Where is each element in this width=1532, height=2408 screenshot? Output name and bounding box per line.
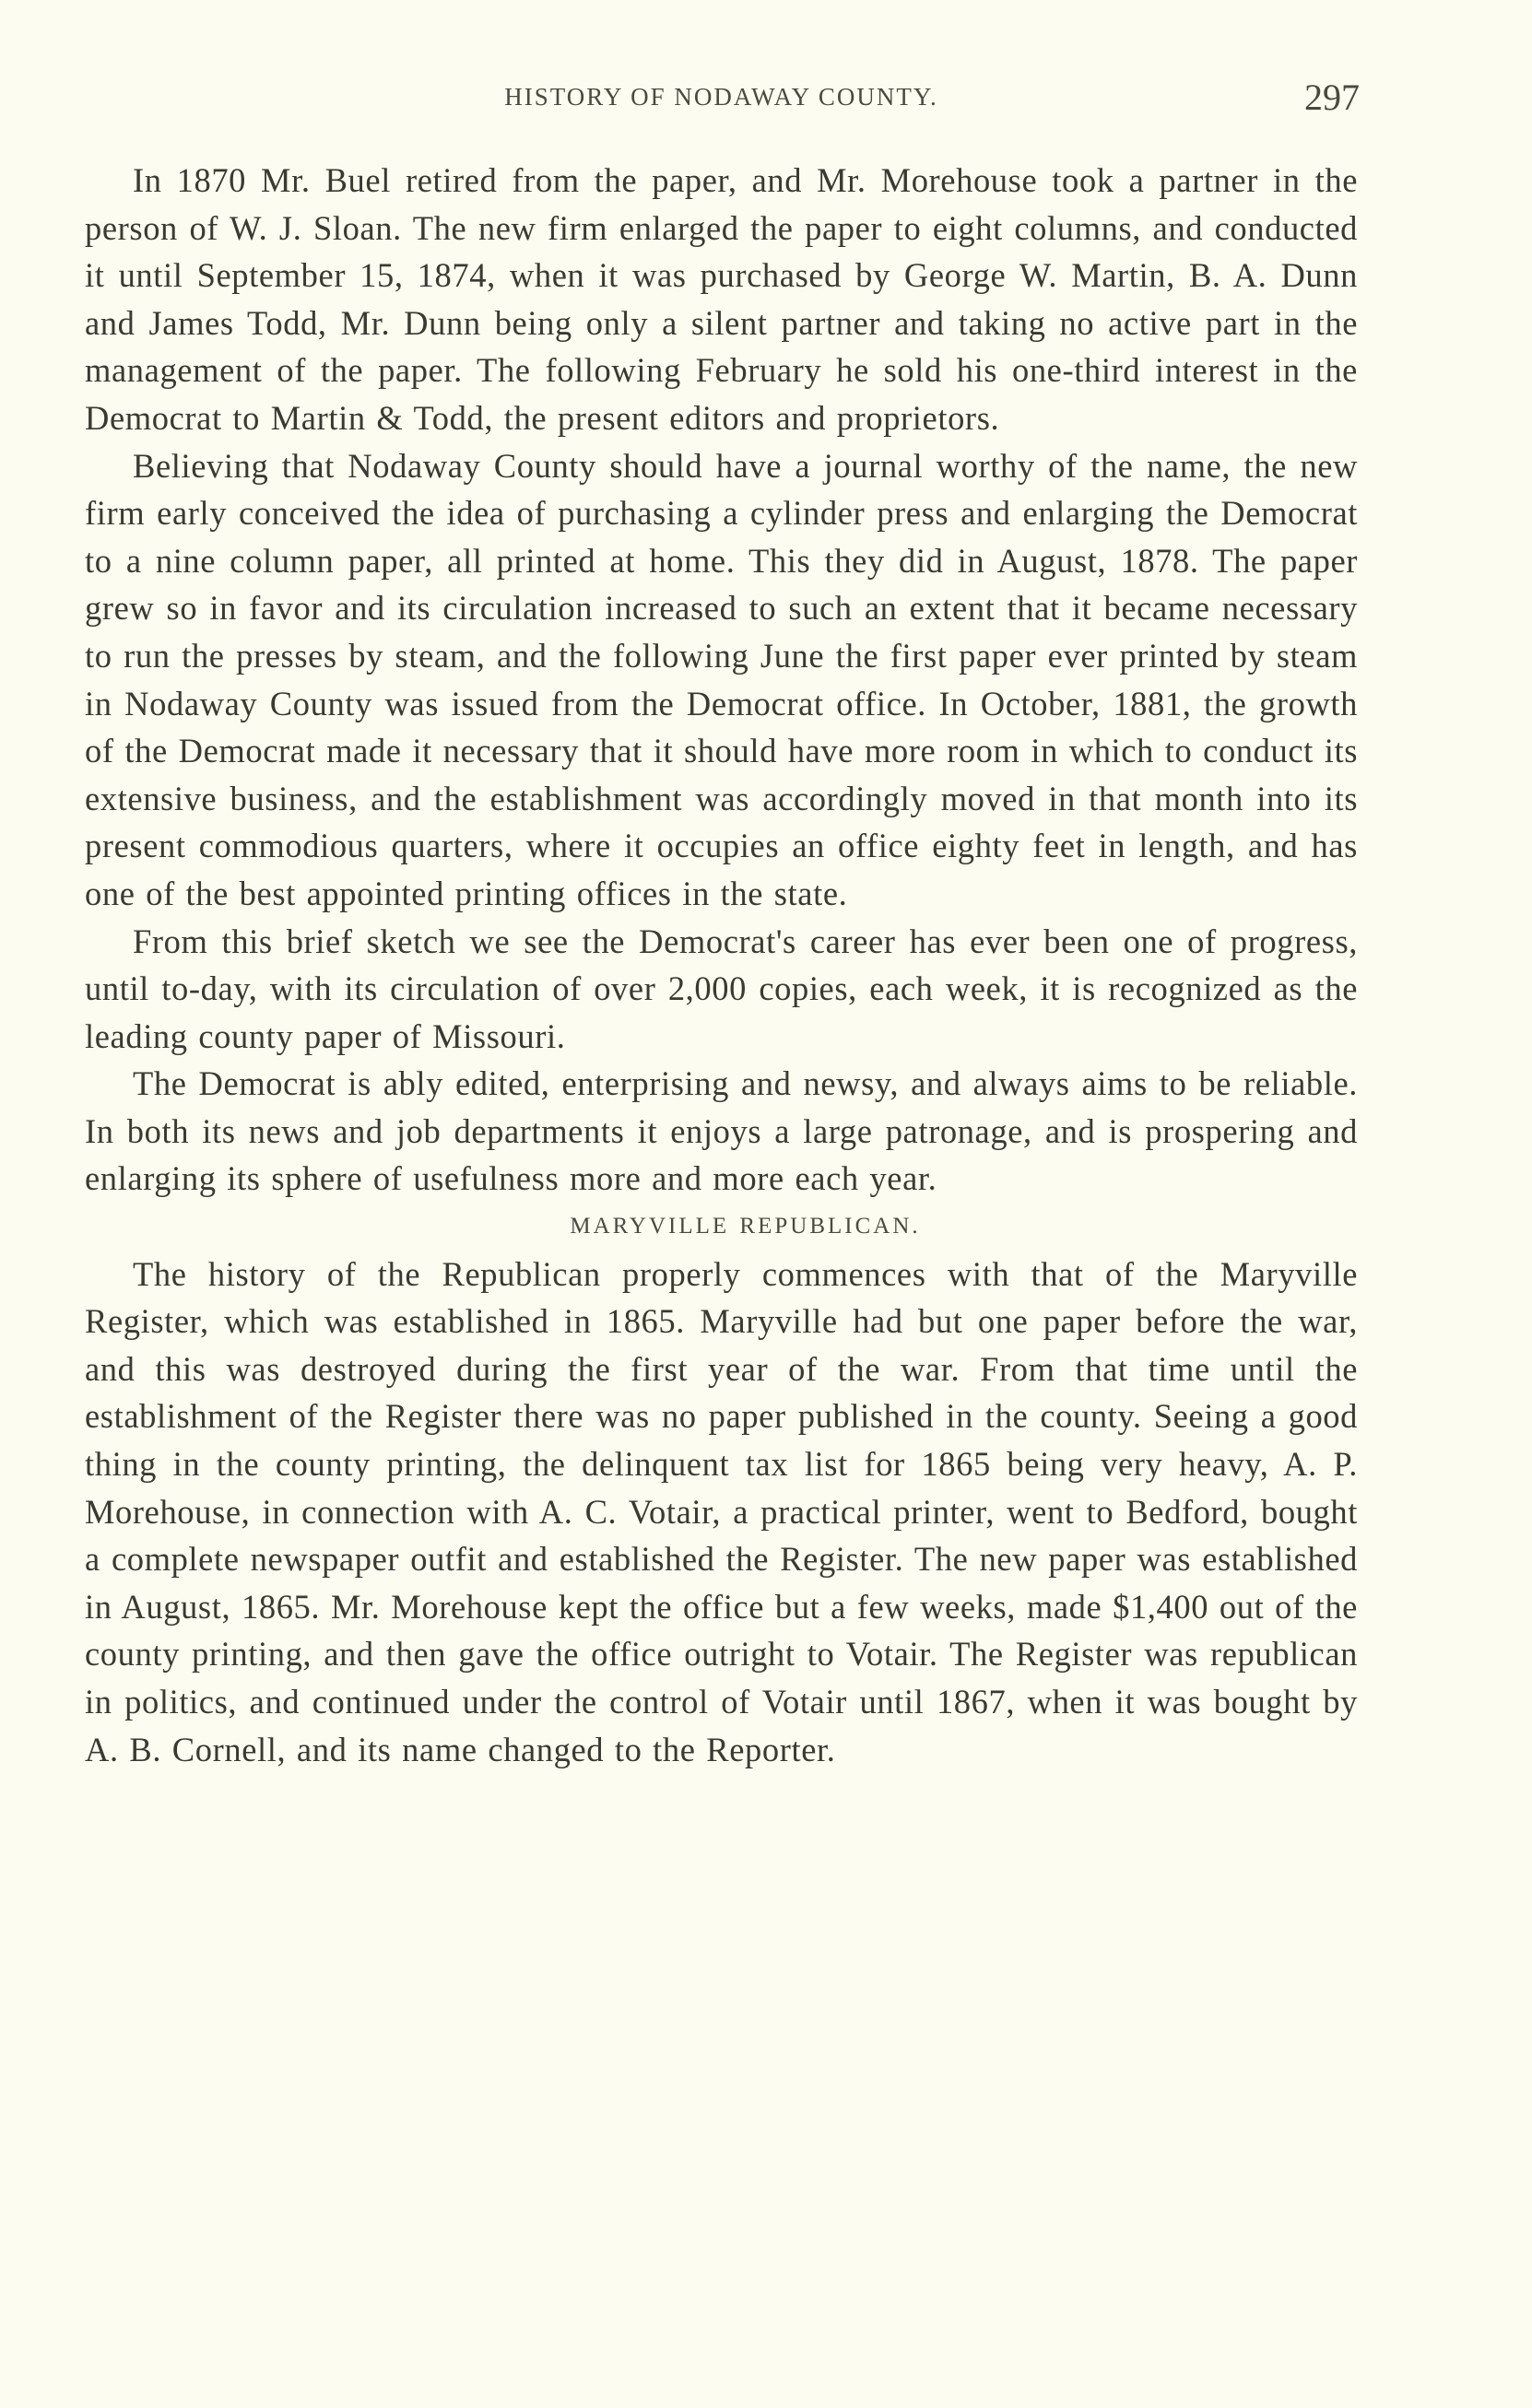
section-heading: MARYVILLE REPUBLICAN.	[570, 1214, 921, 1239]
paragraph: Believing that Nodaway County should have a journal worthy of the name, the new firm early conceived the idea of purchasing a cylinder press and enlarging the Democrat to a nine column paper, all printed at home. This they did in August, 1878. The paper grew so in favor and its circulation increased to such an extent that it became necessary to run the presses by steam, and the following June the first paper ever printed by steam in Nodaway County was issued from the Democrat office. In October, 1881, the growth of the Democrat made it necessary that it should have more room in which to conduct its extensive business, and the establishment was accordingly moved in that month into its present commodious quarters, where it occupies an office eighty feet in length, and has one of the best appointed printing offices in the state.	[85, 446, 1358, 912]
paragraph: The Democrat is ably edited, enterprising and newsy, and always aims to be reliable. In both its news and job departments it enjoys a large patronage, and is prospering and enlarging its sphere of usefulness more and more each year.	[85, 1064, 1358, 1198]
paragraph: From this brief sketch we see the Democrat's career has ever been one of progress, until to-day, with its circulation of over 2,000 copies, each week, it is recognized as the leading county paper of Missouri.	[85, 922, 1358, 1055]
page-body	[85, 157, 1358, 1773]
paragraph: The history of the Republican properly commences with that of the Maryville Register, which was established in 1865. Maryville had but one paper before the war, and this was destroyed during the first year of the war. From that time until the establishment of the Register there was no paper published in the county. Seeing a good thing in the county printing, the delinquent tax list for 1865 being very heavy, A. P. Morehouse, in connection with A. C. Votair, a practical printer, went to Bedford, bought a complete newspaper outfit and established the Register. The new paper was established in August, 1865. Mr. Morehouse kept the office but a few weeks, made $1,400 out of the county printing, and then gave the office outright to Votair. The Register was republican in politics, and continued under the control of Votair until 1867, when it was bought by A. B. Cornell, and its name changed to the Reporter.	[85, 1254, 1358, 1768]
running-title: HISTORY OF NODAWAY COUNTY.	[504, 83, 938, 111]
page-number: 297	[1304, 76, 1360, 118]
running-header	[83, 76, 1360, 122]
paragraph: In 1870 Mr. Buel retired from the paper, and Mr. Morehouse took a partner in the person of W. J. Sloan. The new firm enlarged the paper to eight columns, and conducted it until September 15, 1874, when it was purchased by George W. Martin, B. A. Dunn and James Todd, Mr. Dunn being only a silent partner and taking no active part in the management of the paper. The following February he sold his one-third interest in the Democrat to Martin & Todd, the present editors and proprietors.	[85, 161, 1358, 437]
